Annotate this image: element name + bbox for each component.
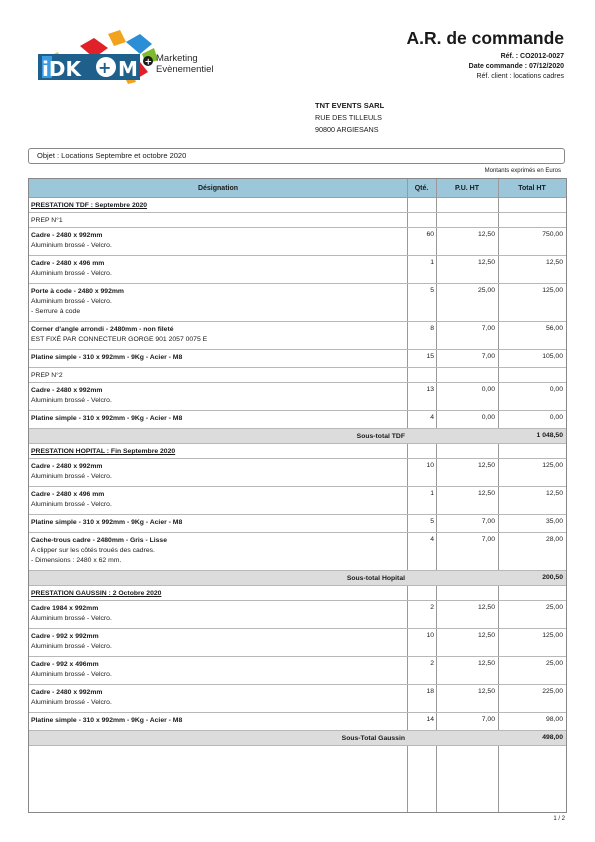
- quantity-cell: [407, 429, 436, 443]
- designation-cell: [29, 444, 407, 458]
- designation-cell: [29, 383, 407, 410]
- designation-cell: [29, 198, 407, 212]
- quantity-cell: 60: [426, 231, 434, 238]
- quantity-cell: 2: [430, 604, 434, 611]
- designation-cell: [29, 256, 407, 283]
- item-label: Cadre - 2480 x 992mm: [31, 387, 103, 394]
- total-cell: 125,00: [542, 462, 563, 469]
- quantity-cell: 10: [426, 462, 434, 469]
- client-address: [315, 100, 384, 136]
- unit-price-cell: [436, 198, 498, 212]
- total-cell: [498, 586, 566, 600]
- table-row: [29, 629, 566, 657]
- quantity-cell: [407, 444, 436, 458]
- quantity-cell: [407, 213, 436, 227]
- order-subject: Objet : Locations Septembre et octobre 2020: [28, 148, 565, 164]
- section-label: PRESTATION GAUSSIN : 2 Octobre 2020: [31, 590, 162, 597]
- logo-tagline-1: Marketing: [156, 53, 198, 64]
- item-label: Cadre - 2480 x 992mm: [31, 463, 103, 470]
- table-row: [29, 256, 566, 284]
- unit-price-cell: 7,00: [481, 536, 495, 543]
- total-cell: [498, 213, 566, 227]
- total-cell: 28,00: [545, 536, 563, 543]
- table-row: [29, 350, 566, 368]
- quantity-cell: 5: [430, 287, 434, 294]
- total-cell: 35,00: [545, 518, 563, 525]
- quantity-cell: 1: [430, 259, 434, 266]
- item-label: Cache-trous cadre - 2480mm - Gris - Lisse: [31, 537, 167, 544]
- quantity-cell: 14: [426, 716, 434, 723]
- section-label: PRESTATION HOPITAL : Fin Septembre 2020: [31, 448, 176, 455]
- unit-price-cell: 0,00: [481, 414, 495, 421]
- item-label: Cadre - 2480 x 992mm: [31, 232, 103, 239]
- quantity-cell: [407, 368, 436, 382]
- quantity-cell: 10: [426, 632, 434, 639]
- table-row: [29, 459, 566, 487]
- designation-cell: [29, 487, 407, 514]
- unit-price-cell: [436, 444, 498, 458]
- item-label: Platine simple - 310 x 992mm - 9Kg - Acier - M8: [31, 519, 183, 526]
- unit-price-cell: [436, 429, 498, 443]
- order-reference: Réf. : CO2012-0027: [500, 53, 564, 60]
- header-quantity: Qté.: [414, 184, 429, 192]
- unit-price-cell: 12,50: [477, 632, 495, 639]
- designation-cell: [29, 515, 407, 532]
- subtotal-row: [29, 429, 566, 444]
- unit-price-cell: [436, 368, 498, 382]
- quantity-cell: 2: [430, 660, 434, 667]
- unit-price-cell: 25,00: [477, 287, 495, 294]
- client-reference: Réf. client : locations cadres: [476, 73, 564, 80]
- quantity-cell: 4: [430, 414, 434, 421]
- designation-cell: [29, 601, 407, 628]
- designation-cell: [29, 685, 407, 712]
- total-cell: 25,00: [545, 604, 563, 611]
- table-row: [29, 213, 566, 228]
- designation-cell: [29, 368, 407, 382]
- designation-cell: [29, 713, 407, 730]
- unit-price-cell: [436, 571, 498, 585]
- total-cell: [498, 198, 566, 212]
- document-title: A.R. de commande: [406, 28, 564, 48]
- item-detail: Aluminium brossé - Velcro.: [31, 270, 112, 277]
- quantity-cell: [407, 586, 436, 600]
- unit-price-cell: 7,00: [481, 716, 495, 723]
- section-row: [29, 586, 566, 601]
- subtotal-row: [29, 731, 566, 746]
- unit-price-cell: 12,50: [477, 231, 495, 238]
- designation-cell: [29, 411, 407, 428]
- designation-cell: [29, 533, 407, 570]
- total-cell: [498, 444, 566, 458]
- logo-tagline-2: Evènementiel: [156, 64, 214, 75]
- unit-price-cell: 0,00: [481, 386, 495, 393]
- svg-text:+: +: [144, 57, 153, 68]
- table-row: [29, 657, 566, 685]
- table-row: [29, 228, 566, 256]
- quantity-cell: 1: [430, 490, 434, 497]
- header-designation: Désignation: [197, 184, 239, 192]
- subtotal-label: Sous-total TDF: [356, 433, 405, 440]
- item-detail: Aluminium brossé - Velcro.: [31, 615, 112, 622]
- item-detail: Aluminium brossé - Velcro.: [31, 671, 112, 678]
- item-detail: Aluminium brossé - Velcro.: [31, 643, 112, 650]
- unit-price-cell: 7,00: [481, 353, 495, 360]
- designation-cell: [29, 350, 407, 367]
- table-header: [29, 179, 566, 198]
- total-cell: 125,00: [542, 632, 563, 639]
- quantity-cell: 5: [430, 518, 434, 525]
- item-detail: A clipper sur les côtés troués des cadres.: [31, 547, 155, 554]
- designation-cell: [29, 429, 407, 443]
- designation-cell: [29, 228, 407, 255]
- total-cell: 12,50: [545, 259, 563, 266]
- unit-price-cell: 7,00: [481, 518, 495, 525]
- unit-price-cell: [436, 586, 498, 600]
- total-cell: 105,00: [542, 353, 563, 360]
- table-row: [29, 685, 566, 713]
- order-lines-table: [28, 178, 567, 813]
- total-cell: 0,00: [549, 386, 563, 393]
- total-cell: 200,50: [542, 574, 563, 581]
- total-cell: 56,00: [545, 325, 563, 332]
- table-row: [29, 383, 566, 411]
- item-detail: - Dimensions : 2480 x 62 mm.: [31, 557, 122, 564]
- item-label: Cadre - 2480 x 992mm: [31, 689, 103, 696]
- table-row: [29, 713, 566, 731]
- company-logo: [28, 28, 213, 90]
- item-label: Porte à code - 2480 x 992mm: [31, 288, 124, 295]
- total-cell: 225,00: [542, 688, 563, 695]
- unit-price-cell: 12,50: [477, 490, 495, 497]
- order-date: Date commande : 07/12/2020: [468, 63, 564, 70]
- total-cell: 98,00: [545, 716, 563, 723]
- order-meta: [469, 52, 564, 82]
- unit-price-cell: 12,50: [477, 462, 495, 469]
- currency-note: Montants exprimés en Euros: [484, 168, 561, 174]
- subtotal-row: [29, 571, 566, 586]
- subtotal-label: Sous-Total Gaussin: [341, 735, 405, 742]
- designation-cell: [29, 322, 407, 349]
- table-row: [29, 284, 566, 322]
- total-cell: 498,00: [542, 734, 563, 741]
- header-unit-price: P.U. HT: [455, 184, 479, 192]
- designation-cell: [29, 284, 407, 321]
- unit-price-cell: [436, 731, 498, 745]
- unit-price-cell: 12,50: [477, 604, 495, 611]
- table-row: [29, 515, 566, 533]
- item-detail: Aluminium brossé - Velcro.: [31, 501, 112, 508]
- designation-cell: [29, 586, 407, 600]
- table-row: [29, 322, 566, 350]
- designation-cell: [29, 459, 407, 486]
- total-cell: 750,00: [542, 231, 563, 238]
- total-cell: 1 048,50: [536, 432, 563, 439]
- item-label: Cadre - 992 x 992mm: [31, 633, 99, 640]
- designation-cell: [29, 629, 407, 656]
- table-row: [29, 487, 566, 515]
- prep-label: PREP N°2: [31, 372, 63, 379]
- table-row: [29, 368, 566, 383]
- unit-price-cell: 7,00: [481, 325, 495, 332]
- item-detail: - Serrure à code: [31, 308, 81, 315]
- prep-label: PREP N°1: [31, 217, 63, 224]
- quantity-cell: 4: [430, 536, 434, 543]
- table-body: [29, 198, 566, 746]
- unit-price-cell: [436, 213, 498, 227]
- designation-cell: [29, 657, 407, 684]
- subtotal-label: Sous-total Hopital: [346, 575, 405, 582]
- item-detail: Aluminium brossé - Velcro.: [31, 242, 112, 249]
- quantity-cell: [407, 571, 436, 585]
- section-label: PRESTATION TDF : Septembre 2020: [31, 202, 148, 209]
- item-detail: EST FIXÉ PAR CONNECTEUR GORGE 901 2057 0075 E: [31, 336, 208, 343]
- item-detail: Aluminium brossé - Velcro.: [31, 473, 112, 480]
- total-cell: 12,50: [545, 490, 563, 497]
- client-city: 90800 ARGIESANS: [315, 125, 379, 134]
- quantity-cell: [407, 198, 436, 212]
- quantity-cell: 8: [430, 325, 434, 332]
- total-cell: 25,00: [545, 660, 563, 667]
- svg-text:+: +: [98, 58, 112, 77]
- table-row: [29, 601, 566, 629]
- unit-price-cell: 12,50: [477, 660, 495, 667]
- header-total: Total HT: [518, 184, 546, 192]
- item-label: Cadre - 2480 x 496 mm: [31, 491, 105, 498]
- quantity-cell: 18: [426, 688, 434, 695]
- item-label: Platine simple - 310 x 992mm - 9Kg - Acier - M8: [31, 354, 183, 361]
- quantity-cell: [407, 731, 436, 745]
- item-detail: Aluminium brossé - Velcro.: [31, 699, 112, 706]
- quantity-cell: 15: [426, 353, 434, 360]
- section-row: [29, 444, 566, 459]
- total-cell: 125,00: [542, 287, 563, 294]
- designation-cell: [29, 731, 407, 745]
- item-label: Cadre - 992 x 496mm: [31, 661, 99, 668]
- item-label: Cadre - 2480 x 496 mm: [31, 260, 105, 267]
- item-detail: Aluminium brossé - Velcro.: [31, 397, 112, 404]
- unit-price-cell: 12,50: [477, 688, 495, 695]
- svg-text:M: M: [118, 57, 138, 81]
- item-label: Corner d'angle arrondi - 2480mm - non fileté: [31, 326, 174, 333]
- section-row: [29, 198, 566, 213]
- designation-cell: [29, 571, 407, 585]
- item-label: Cadre 1984 x 992mm: [31, 605, 99, 612]
- table-row: [29, 411, 566, 429]
- quantity-cell: 13: [426, 386, 434, 393]
- page-number: 1 / 2: [553, 816, 565, 822]
- total-cell: [498, 368, 566, 382]
- client-street: RUE DES TILLEULS: [315, 113, 382, 122]
- unit-price-cell: 12,50: [477, 259, 495, 266]
- item-label: Platine simple - 310 x 992mm - 9Kg - Acier - M8: [31, 717, 183, 724]
- total-cell: 0,00: [549, 414, 563, 421]
- client-name: TNT EVENTS SARL: [315, 101, 385, 110]
- item-label: Platine simple - 310 x 992mm - 9Kg - Acier - M8: [31, 415, 183, 422]
- item-detail: Aluminium brossé - Velcro.: [31, 298, 112, 305]
- svg-text:iDK: iDK: [42, 57, 81, 81]
- designation-cell: [29, 213, 407, 227]
- table-row: [29, 533, 566, 571]
